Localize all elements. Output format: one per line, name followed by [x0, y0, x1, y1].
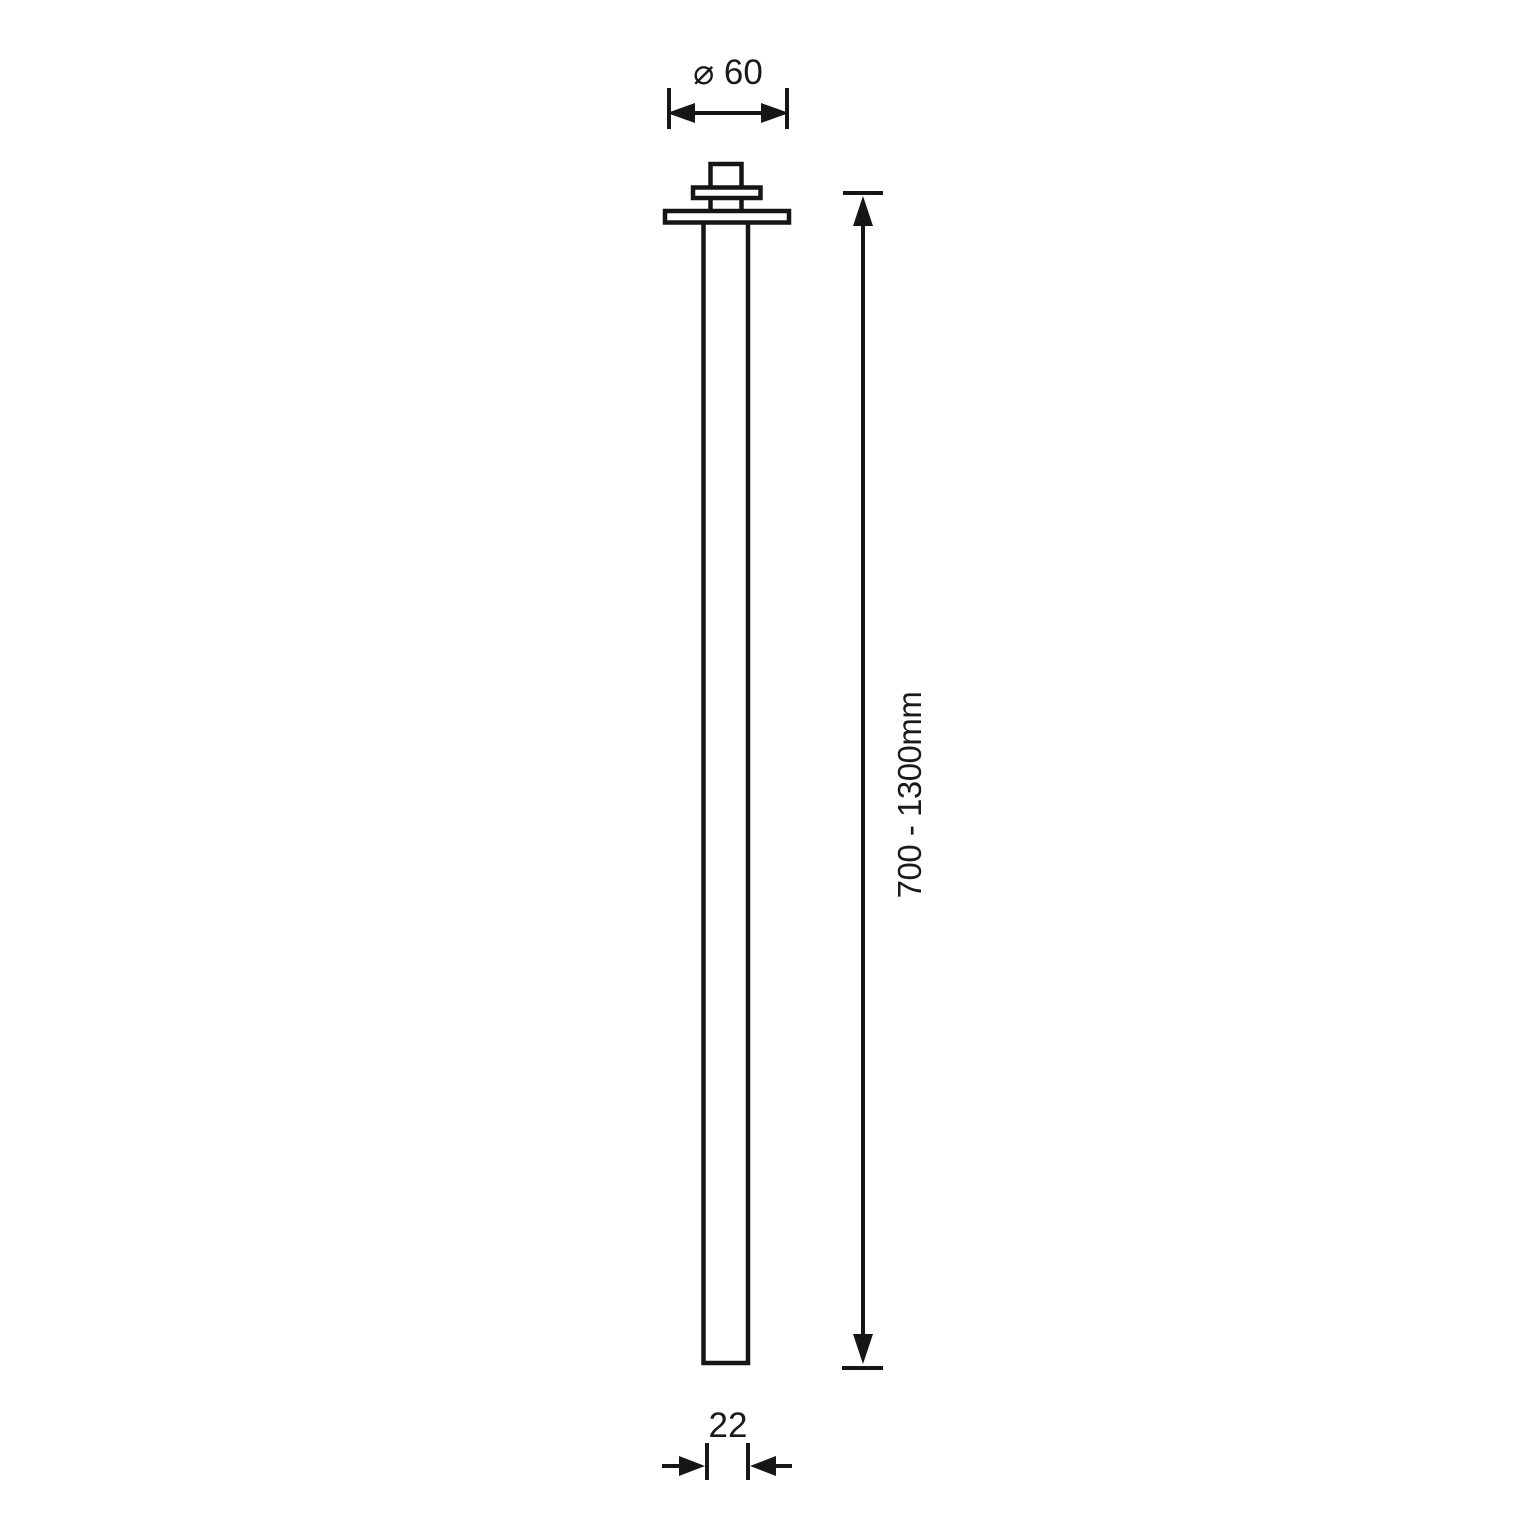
fixture-drawing	[665, 164, 789, 1363]
height-arrow-down-icon	[853, 1334, 873, 1364]
rod-tube	[704, 216, 749, 1363]
diameter-dimension	[667, 53, 789, 129]
height-dimension	[842, 193, 928, 1368]
rod-width-label: 22	[708, 1406, 748, 1445]
diameter-arrow-left-icon	[667, 103, 695, 123]
width-arrow-left-icon	[679, 1456, 705, 1476]
diameter-arrow-right-icon	[761, 103, 789, 123]
width-arrow-right-icon	[750, 1456, 776, 1476]
width-dimension	[662, 1406, 792, 1480]
height-range-label: 700 - 1300mm	[891, 691, 928, 899]
mount-plate	[693, 188, 761, 199]
ceiling-canopy	[665, 211, 789, 223]
diameter-label: ⌀ 60	[693, 53, 763, 92]
